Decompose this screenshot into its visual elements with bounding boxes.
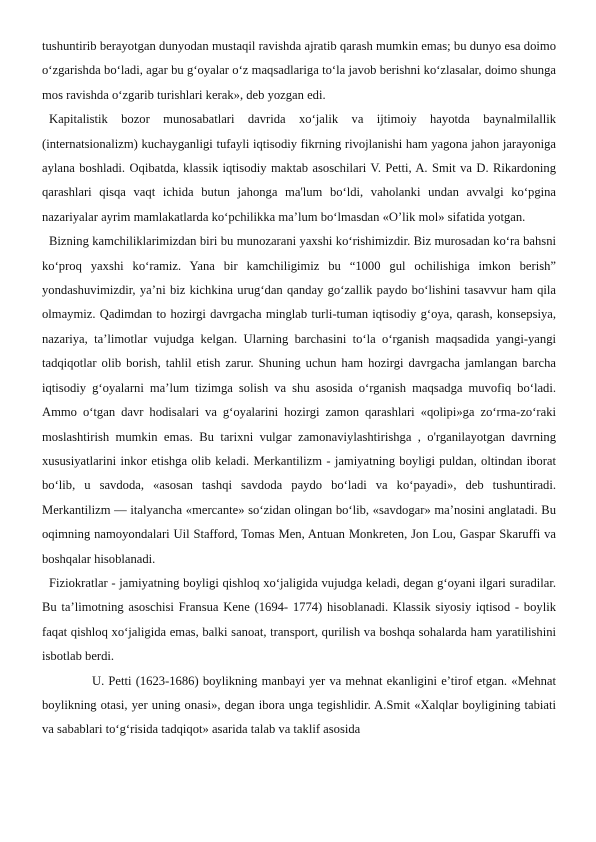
paragraph-1: tushuntirib berayotgan dunyodan mustaqil ravishda ajratib qarash mumkin emas; bu dunyo esa doimo o‘zgarishda bo‘ladi, agar bu g‘oyalar o‘z maqsadlariga to‘la javob berishni ko‘zlasalar, doimo shunga mos ravishda o‘zgarib turishlari kerak», deb yozgan edi. <box>42 39 556 102</box>
paragraph-4: Fiziokratlar - jamiyatning boyligi qishloq xo‘jaligida vujudga keladi, degan g‘oyani ilgari suradilar. Bu ta’limotning asoschisi Fransua Kene (1694- 1774) hisoblanadi. Klassik siyosiy iqtisod - boylik faqat qishloq xo‘jaligida emas, balki sanoat, transport, qurilish va boshqa sohalarda ham yaratilishini isbotlab berdi. <box>42 575 556 664</box>
paragraph-3: Bizning kamchiliklarimizdan biri bu munozarani yaxshi ko‘rishimizdir. Biz murosadan ko‘ra bahsni ko‘proq yaxshi ko‘ramiz. Yana bir kamchiligimiz bu “1000 gul ochilishiga imkon berish” yondashuvimizdir, ya’ni biz kichkina urug‘dan qanday go‘zallik paydo bo‘lishini tasavvur ham qila olmaymiz. Qadimdan to hozirgi davrgacha minglab turli-tuman iqtisodiy g‘oya, qarash, konsepsiya, nazariya, ta’limotlar vujudga kelgan. Ularning barchasini to‘la o‘rganish maqsadida yangi-yangi tadqiqotlar olib borish, tahlil etish zarur. Shuning uchun ham hozirgi davrgacha jamlangan barcha iqtisodiy g‘oyalarni ma’lum tizimga solish va shu asosida o‘rganish maqsadga muvofiq bo‘ladi. Ammo o‘tgan davr hodisalari va g‘oyalarini hozirgi zamon qarashlari «qolipi»ga zo‘rma-zo‘raki moslashtirish mumkin emas. Bu tarixni vulgar zamonaviylashtirishga , o'rganilayotgan davrning xususiyatlarini inkor etishga olib keladi. Merkantilizm - jamiyatning boyligi puldan, oltindan iborat bo‘lib, u savdoda, «asosan tashqi savdoda paydo bo‘ladi va ko‘payadi», deb tushuntiradi. Merkantilizm — italyancha «mercante» so‘zidan olingan bo‘lib, «savdogar» ma’nosini anglatadi. Bu oqimning namoyondalari Uil Stafford, Tomas Men, Antuan Monkreten, Jon Lou, Gaspar Skaruffi va boshqalar hisoblanadi. <box>42 234 556 566</box>
document-page <box>42 34 556 742</box>
paragraph-2: Kapitalistik bozor munosabatlari davrida xo‘jalik va ijtimoiy hayotda baynalmilallik (internatsionalizm) kuchayganligi tufayli iqtisodiy fikrning rivojlanishi ham yagona jahon jarayoniga aylana boshladi. Oqibatda, klassik iqtisodiy maktab asoschilari V. Petti, A. Smit va D. Rikardoning qarashlari qisqa vaqt ichida butun jahonga ma'lum bo‘ldi, vaholanki undan avvalgi ko‘pgina nazariyalar ayrim mamlakatlarda ko‘pchilikka ma’lum bo‘lmasdan «O’lik mol» sifatida yotgan. <box>42 112 556 224</box>
paragraph-5: U. Petti (1623-1686) boylikning manbayi yer va mehnat ekanligini e’tirof etgan. «Mehnat boylikning otasi, yer uning onasi», degan ibora unga tegishlidir. A.Smit «Xalqlar boyligining tabiati va sabablari to‘g‘risida tadqiqot» asarida talab va taklif asosida <box>42 673 556 737</box>
